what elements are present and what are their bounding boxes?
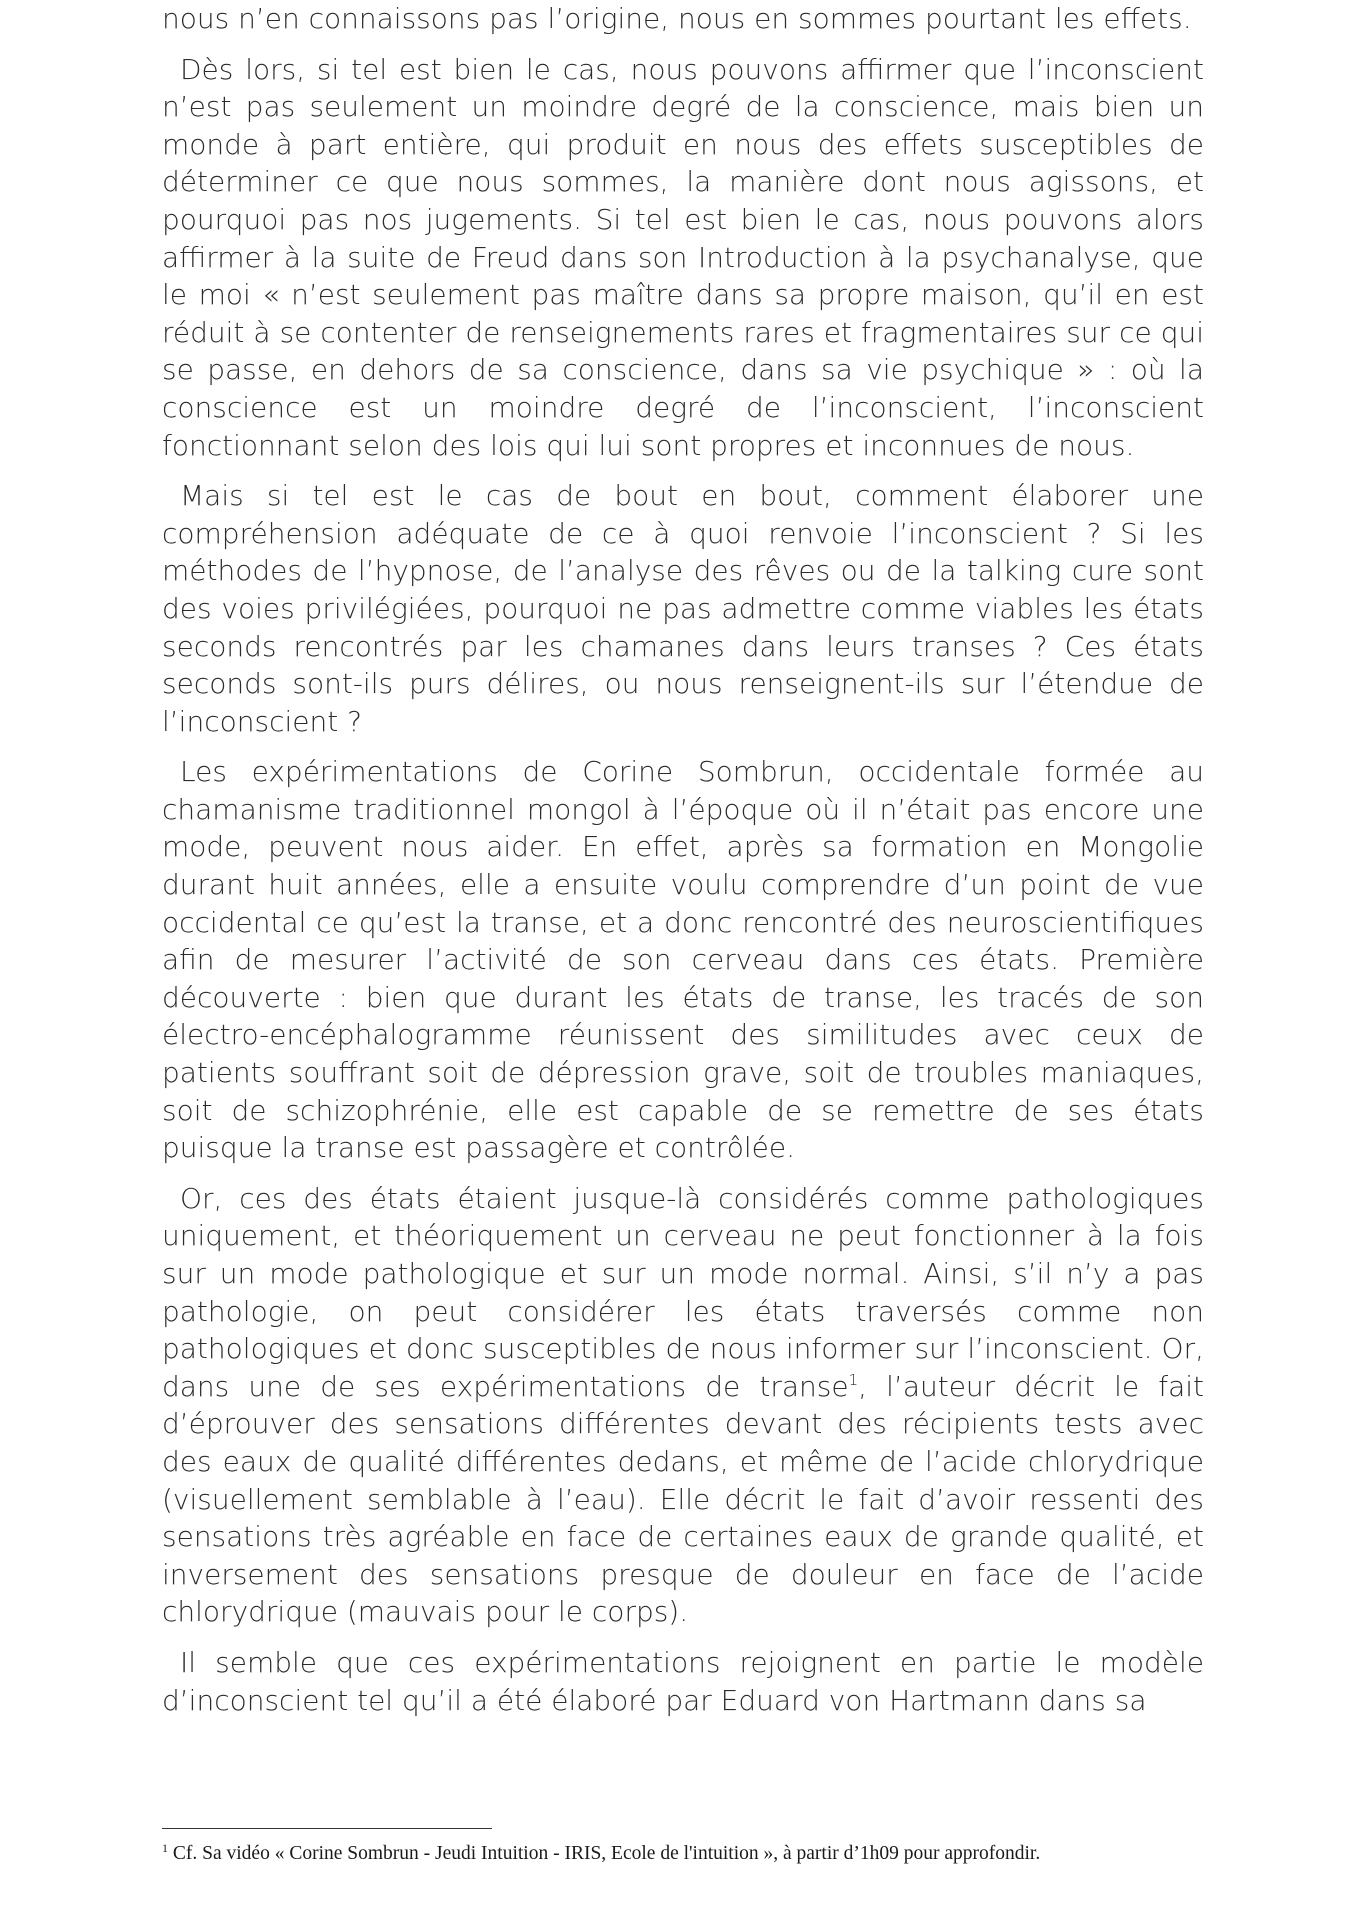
paragraph-text: Les expérimentations de Corine Sombrun, occidentale formée au chamanisme traditionnel mongol à l’époque où il n’était pas encore une mode, peuvent nous aider. En effet, après sa formation en Mongolie durant huit années, elle a ensuite voulu comprendre d’un point de vue occidental ce qu’est la transe, et a donc rencontré des neuroscientifiques afin de mesurer l’activité de son cerveau dans ces états. Première découverte : bien que durant les états de transe, les tracés de son électro-encéphalogramme réunissent des similitudes avec ceux de patients souffrant soit de dépression grave, soit de troubles maniaques, soit de schizophrénie, elle est capable de se remettre de ses états puisque la transe est passagère et contrôlée. bbox=[162, 755, 1204, 1165]
footnote-separator bbox=[162, 1828, 492, 1829]
paragraph-continuation bbox=[162, 0, 1204, 38]
paragraph bbox=[162, 51, 1204, 465]
paragraph-text: , l’auteur décrit le fait d’éprouver des sensations différentes devant des récipients tests avec des eaux de qualité différentes dedans, et même de l’acide chlorydrique (visuellement semblable à l’eau). Elle décrit le fait d’avoir ressenti des sensations très agréable en face de certaines eaux de grande qualité, et inversement des sensations presque de douleur en face de l’acide chlorydrique (mauvais pour le corps). bbox=[162, 1369, 1205, 1629]
paragraph-text: Il semble que ces expérimentations rejoignent en partie le modèle d’inconscient tel qu’il a été élaboré par Eduard von Hartmann dans sa bbox=[162, 1645, 1204, 1717]
paragraph-text: Mais si tel est le cas de bout en bout, comment élaborer une compréhension adéquate de ce à quoi renvoie l’inconscient ? Si les méthodes de l’hypnose, de l’analyse des rêves ou de la talking cure sont des voies privilégiées, pourquoi ne pas admettre comme viables les états seconds rencontrés par les chamanes dans leurs transes ? Ces états seconds sont-ils purs délires, ou nous renseignent-ils sur l’étendue de l’inconscient ? bbox=[162, 479, 1204, 738]
footnote-text: Cf. Sa vidéo « Corine Sombrun - Jeudi Intuition - IRIS, Ecole de l'intuition », à partir d’1h09 pour approfondir. bbox=[168, 1843, 1041, 1864]
footnote-reference[interactable]: 1 bbox=[848, 1370, 859, 1389]
paragraph bbox=[162, 1644, 1204, 1719]
paragraph bbox=[162, 1180, 1204, 1631]
body-text bbox=[162, 0, 1204, 1719]
paragraph bbox=[162, 753, 1204, 1167]
paragraph-text: Dès lors, si tel est bien le cas, nous pouvons affirmer que l’inconscient n’est pas seulement un moindre degré de la conscience, mais bien un monde à part entière, qui produit en nous des effets susceptibles de déterminer ce que nous sommes, la manière dont nous agissons, et pourquoi pas nos jugements. Si tel est bien le cas, nous pouvons alors affirmer à la suite de Freud dans son Introduction à la psychanalyse, que le moi « n’est seulement pas maître dans sa propre maison, qu’il en est réduit à se contenter de renseignements rares et fragmentaires sur ce qui se passe, en dehors de sa conscience, dans sa vie psychique » : où la conscience est un moindre degré de l’inconscient, l’inconscient fonctionnant selon des lois qui lui sont propres et inconnues de nous. bbox=[162, 52, 1204, 462]
paragraph bbox=[162, 477, 1204, 740]
paragraph-text: nous n’en connaissons pas l’origine, nous en sommes pourtant les effets. bbox=[162, 2, 1192, 35]
footnote bbox=[162, 1842, 1262, 1866]
footnote-marker: 1 bbox=[162, 1841, 168, 1855]
paragraph-text: Or, ces des états étaient jusque-là considérés comme pathologiques uniquement, et théoriquement un cerveau ne peut fonctionner à la fois sur un mode pathologique et sur un mode normal. Ainsi, s’il n’y a pas pathologie, on peut considérer les états traversés comme non pathologiques et donc susceptibles de nous informer sur l’inconscient. Or, dans une de ses expérimentations de transe bbox=[162, 1181, 1204, 1403]
